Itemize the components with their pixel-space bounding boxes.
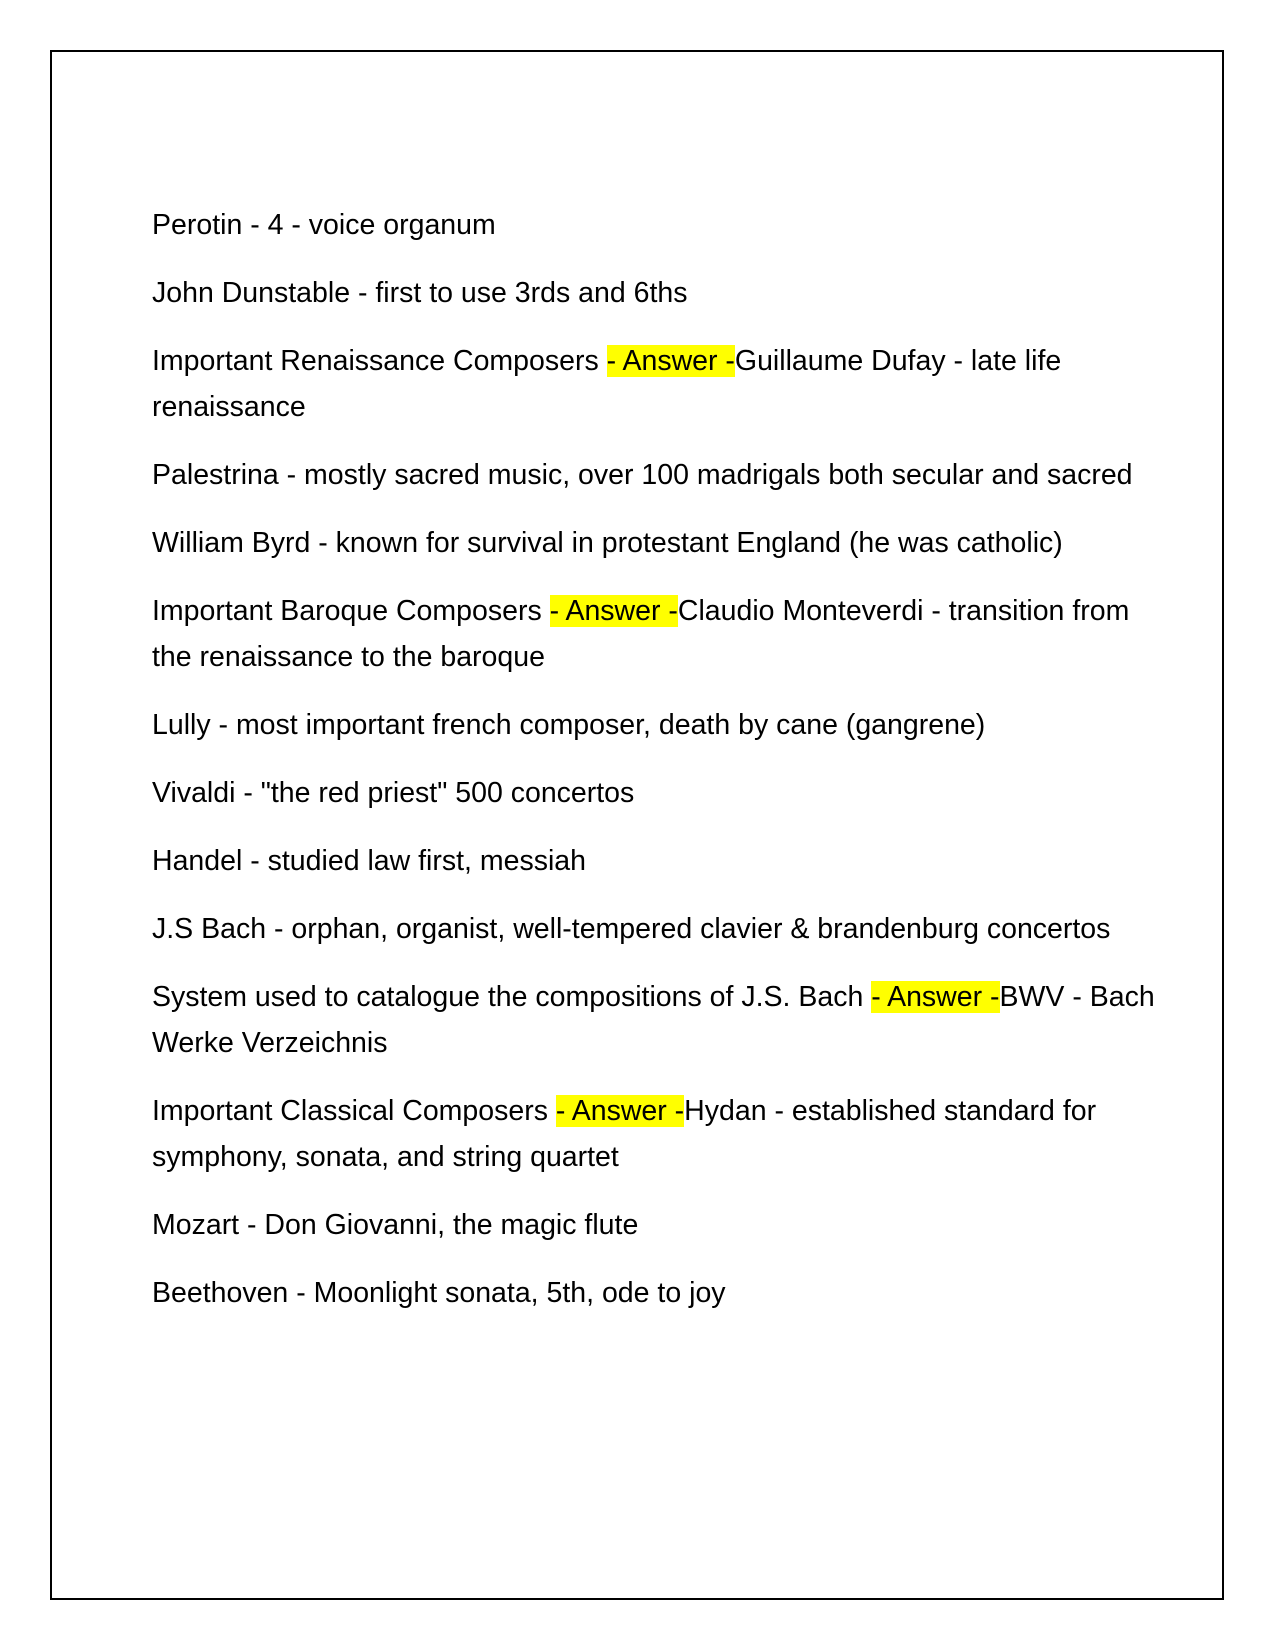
paragraph-bach: J.S Bach - orphan, organist, well-tempered clavier & brandenburg concertos [152,913,1111,945]
answer-highlight: - Answer - [549,595,678,627]
question-text: Important Baroque Composers [152,595,550,627]
document-body [152,202,1172,1338]
paragraph-bach-catalogue [152,974,1172,1066]
paragraph-mozart: Mozart - Don Giovanni, the magic flute [152,1209,639,1241]
paragraph-handel: Handel - studied law first, messiah [152,845,587,877]
answer-text: BWV - Bach Werke Verzeichnis [152,981,1155,1059]
document-page [50,50,1224,1600]
answer-highlight: - Answer - [606,345,735,377]
answer-text: Claudio Monteverdi - transition from the renaissance to the baroque [152,595,1130,673]
paragraph-byrd: William Byrd - known for survival in protestant England (he was catholic) [152,527,1063,559]
paragraph-dunstable: John Dunstable - first to use 3rds and 6ths [152,277,688,309]
question-text: Important Classical Composers [152,1095,556,1127]
question-text: Important Renaissance Composers [152,345,607,377]
paragraph-renaissance-composers [152,338,1172,430]
paragraph-classical-composers [152,1088,1172,1180]
paragraph-perotin: Perotin - 4 - voice organum [152,209,496,241]
answer-highlight: - Answer - [555,1095,685,1127]
paragraph-vivaldi: Vivaldi - "the red priest" 500 concertos [152,777,635,809]
answer-text: Guillaume Dufay - late life renaissance [152,345,1062,423]
paragraph-beethoven: Beethoven - Moonlight sonata, 5th, ode to joy [152,1277,726,1309]
paragraph-baroque-composers [152,588,1172,680]
paragraph-lully: Lully - most important french composer, death by cane (gangrene) [152,709,986,741]
question-text: System used to catalogue the compositions of J.S. Bach [152,981,872,1013]
answer-text: Hydan - established standard for symphony, sonata, and string quartet [152,1095,1097,1173]
paragraph-palestrina: Palestrina - mostly sacred music, over 100 madrigals both secular and sacred [152,459,1133,491]
answer-highlight: - Answer - [871,981,1000,1013]
